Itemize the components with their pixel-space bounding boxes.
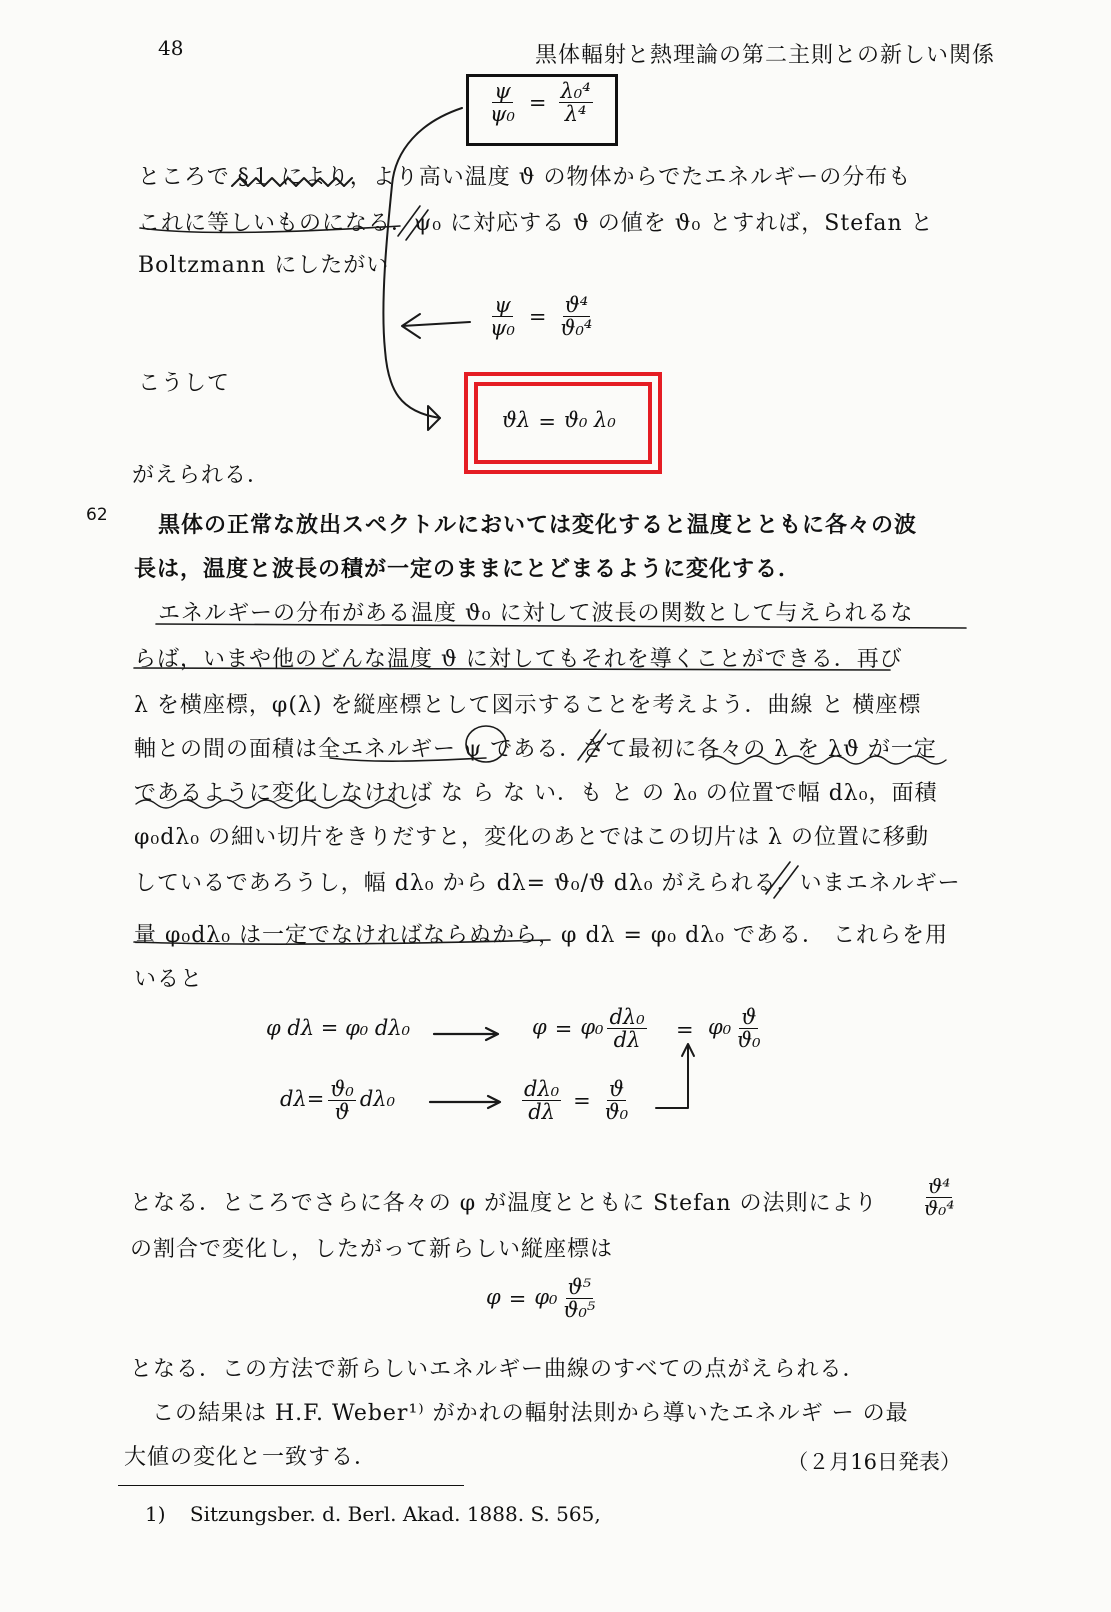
paragraph-5-line-1: この結果は H.F. Weber¹⁾ がかれの輻射法則から導いたエネルギ ー の最 xyxy=(152,1401,909,1426)
fraction: $\frac{\psi}{\text{ψ₀}}$ xyxy=(490,79,515,127)
fraction: $\frac{\text{ϑ₀}}{ϑ}$ xyxy=(330,1077,354,1125)
paragraph-4: となる．この方法で新らしいエネルギー曲線のすべての点がえられる． xyxy=(130,1357,866,1382)
fraction: $\frac{\text{dλ₀}}{d\lambda}$ xyxy=(609,1005,645,1053)
derivation-row-2-right: $\frac{\text{dλ₀}}{d\lambda}$ = $\frac{ϑ}{\text{ϑ₀}}$ xyxy=(524,1077,629,1125)
footnote-text: Sitzungsber. d. Berl. Akad. 1888. S. 565, xyxy=(189,1502,601,1526)
arrow-row-2 xyxy=(430,1096,500,1108)
hand-underline-4 xyxy=(330,758,486,761)
paragraph-2-line-2: らば，いまや他のどんな温度 ϑ に対してもそれを導くことができる．再び xyxy=(134,647,903,672)
paragraph-3-line-1: となる．ところでさらに各々の φ が温度とともに Stefan の法則により xyxy=(130,1191,878,1216)
derivation-row-1-left: φ dλ = φ₀ dλ₀ xyxy=(266,1016,411,1040)
hand-arrowhead-eq2 xyxy=(402,314,470,338)
paragraph-1-line-1: ところで §１ により，より高い温度 ϑ の物体からでたエネルギーの分布も xyxy=(138,165,912,190)
fraction: $\frac{\text{dλ₀}}{d\lambda}$ xyxy=(524,1077,560,1125)
paragraph-1-line-2: これに等しいものになる．ψ₀ に対応する ϑ の値を ϑ₀ とすれば，Stefan と xyxy=(138,211,934,236)
section-heading-line-1: 黒体の正常な放出スペクトルにおいては変化すると温度とともに各々の波 xyxy=(158,513,918,538)
paragraph-2-line-4: 軸との間の面積は全エネルギー ψ である．さて最初に各々の λ を λϑ が一定 xyxy=(134,737,937,762)
hand-underline-2 xyxy=(156,624,966,628)
fraction: $\frac{\text{ϑ⁴}}{\text{ϑ₀⁴}}$ xyxy=(560,293,593,341)
derivation-row-1-equals: = xyxy=(676,1017,694,1042)
paragraph-2-line-6: φ₀dλ₀ の細い切片をきりだすと，変化のあとではこの切片は λ の位置に移動 xyxy=(134,825,929,850)
hand-wavy-1 xyxy=(706,756,946,764)
paragraph-3-line-2: の割合で変化し，したがって新らしい縦座標は xyxy=(130,1237,614,1262)
paragraph-2-line-3: λ を横座標，φ(λ) を縦座標として図示することを考えよう．曲線 と 横座標 xyxy=(134,693,922,718)
fraction: $\frac{\text{ϑ⁴}}{\text{ϑ₀⁴}}$ xyxy=(924,1174,955,1220)
fraction: $\frac{ϑ}{\text{ϑ₀}}$ xyxy=(604,1077,629,1125)
hand-underline-1 xyxy=(140,226,400,232)
fraction: $\frac{\psi}{\text{ψ₀}}$ xyxy=(490,293,515,341)
text-eraeru: がえられる． xyxy=(132,463,271,488)
derivation-row-1-right: φ₀ $\frac{ϑ}{\text{ϑ₀}}$ xyxy=(708,1005,761,1053)
arrow-up-connector xyxy=(656,1044,694,1108)
hand-zigzag-1 xyxy=(232,178,352,186)
section-heading-line-2: 長は，温度と波長の積が一定のままにとどまるように変化する． xyxy=(134,557,802,582)
derivation-row-1-middle: φ = φ₀ $\frac{\text{dλ₀}}{d\lambda}$ xyxy=(532,1005,645,1053)
fraction: $\frac{\text{ϑ⁵}}{\text{ϑ₀⁵}}$ xyxy=(563,1275,596,1323)
footnote-marker: 1) xyxy=(145,1502,166,1526)
equation-top: $\frac{\psi}{\text{ψ₀}}$ = $\frac{\text{λ₀⁴}}{\text{λ⁴}}$ xyxy=(490,79,591,127)
running-header: 黒体輻射と熱理論の第二主則との新しい関係 xyxy=(534,43,995,68)
paragraph-1-line-3: Boltzmann にしたがい xyxy=(138,253,390,278)
hand-wavy-2 xyxy=(136,800,416,808)
paragraph-5-line-2: 大値の変化と一致する． xyxy=(124,1445,378,1470)
publication-date: （２月16日発表） xyxy=(787,1450,961,1474)
hand-slash-1 xyxy=(398,206,428,240)
hand-slash-2 xyxy=(578,730,606,762)
margin-section-number: 62 xyxy=(86,505,108,525)
paragraph-2-line-8: 量 φ₀dλ₀ は一定でなければならぬから，φ dλ = φ₀ dλ₀ である． これらを用 xyxy=(134,923,948,948)
paragraph-2-line-5: であるように変化しなければ な ら な い．も と の λ₀ の位置で幅 dλ₀，面積 xyxy=(134,781,938,806)
fraction: $\frac{ϑ}{\text{ϑ₀}}$ xyxy=(737,1005,761,1053)
equation-wien-displacement: ϑλ = ϑ₀ λ₀ xyxy=(502,408,616,434)
hand-underline-5 xyxy=(134,940,550,944)
derivation-row-2-left: dλ= $\frac{\text{ϑ₀}}{ϑ}$ dλ₀ xyxy=(280,1077,395,1125)
fraction: $\frac{\text{λ₀⁴}}{\text{λ⁴}}$ xyxy=(560,79,591,127)
hand-slash-3 xyxy=(766,862,798,898)
page-number: 48 xyxy=(158,36,184,60)
paragraph-2-line-1: エネルギーの分布がある温度 ϑ₀ に対して波長の関数として与えられるな xyxy=(158,601,914,626)
equation-stefan-boltzmann: $\frac{\psi}{\text{ψ₀}}$ = $\frac{\text{ϑ⁴}}{\text{ϑ₀⁴}}$ xyxy=(490,293,593,341)
arrow-row-1 xyxy=(434,1028,498,1040)
paragraph-2-line-7: しているであろうし，幅 dλ₀ から dλ= ϑ₀/ϑ dλ₀ がえられる．いまエネルギー xyxy=(134,871,961,896)
hand-circle-psi xyxy=(466,726,506,762)
paragraph-2-line-9: いると xyxy=(134,967,204,992)
text-kou-shite: こうして xyxy=(138,371,231,396)
equation-new-ordinate: φ = φ₀ $\frac{\text{ϑ⁵}}{\text{ϑ₀⁵}}$ xyxy=(486,1275,596,1323)
hand-underline-3 xyxy=(134,668,890,670)
hand-curve-arrow xyxy=(383,108,462,418)
